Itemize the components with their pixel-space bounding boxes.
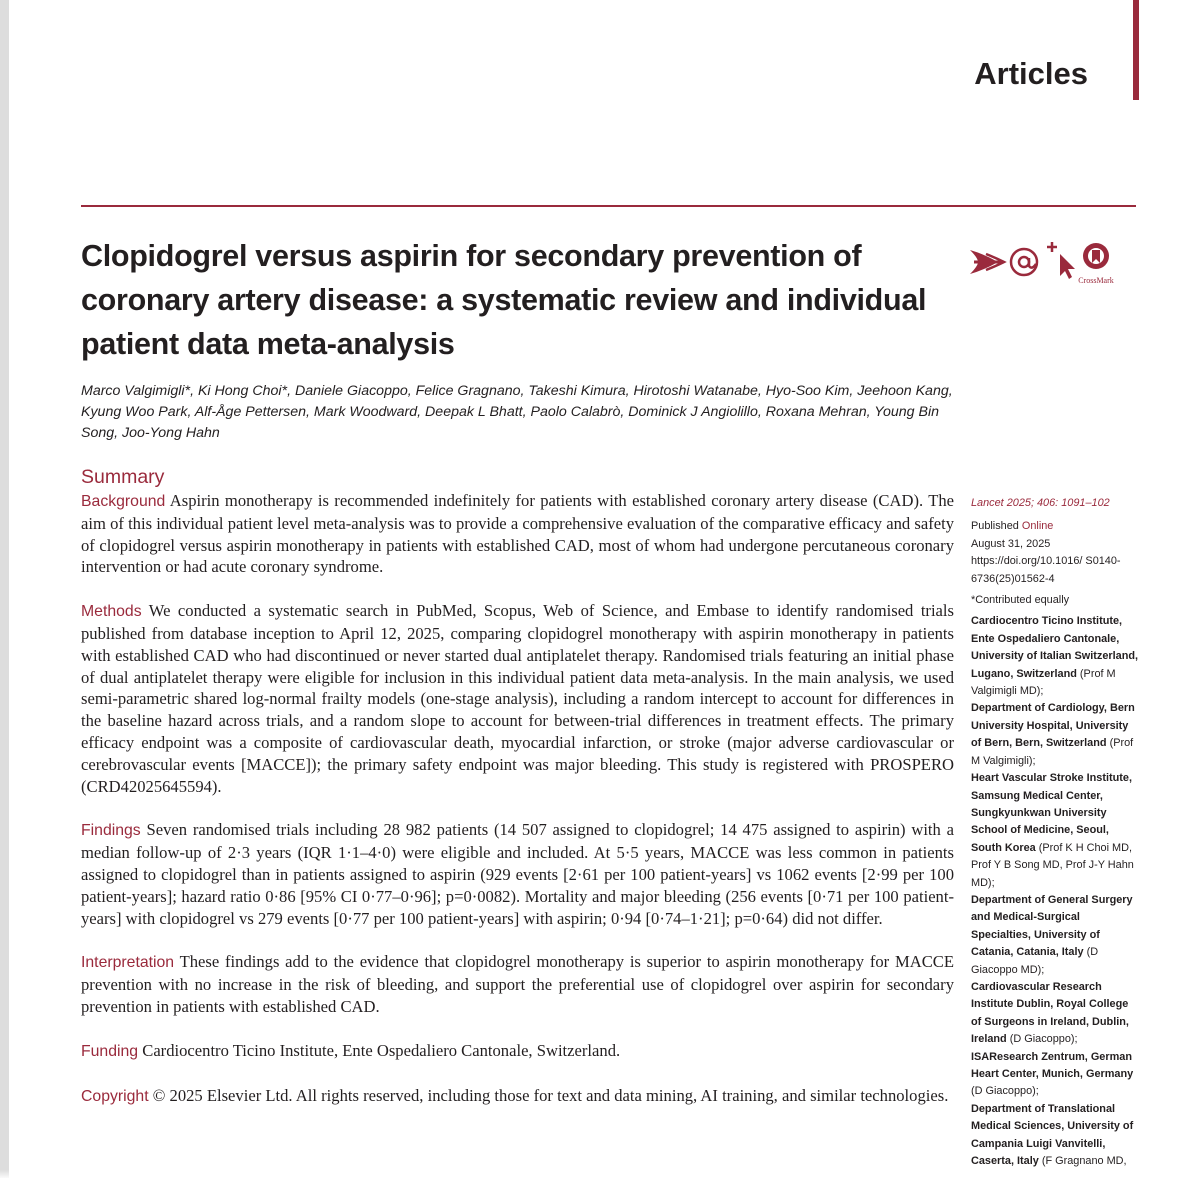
abstract-funding (81, 1040, 954, 1063)
journal-accent-bar (1133, 0, 1139, 100)
cursor-plus-icon[interactable] (1047, 242, 1075, 279)
section-text-interpretation: These findings add to the evidence that clopidogrel monotherapy is superior to aspirin monotherapy for MACCE prevention with no increase in the risk of bleeding, and support the preferential use of clopidogrel over aspirin for secondary prevention in patients with established CAD. (81, 952, 954, 1016)
affiliation-authors: (F Gragnano MD, (1041, 1155, 1127, 1168)
header-divider (81, 205, 1136, 207)
affiliation-entry (971, 700, 1141, 770)
section-text-methods: We conducted a systematic search in PubMed, Scopus, Web of Science, and Embase to identify randomised trials published from database inception to April 12, 2025, comparing clopidogrel monotherapy with aspirin monotherapy in patients with established CAD who had discontinued or never started dual antiplatelet therapy. Randomised trials featuring an initial phase of dual antiplatelet therapy were eligible for inclusion in this individual patient data meta-analysis. In the main analysis, we used semi-parametric shared log-normal frailty models (one-stage analysis), including a random intercept to account for differences in the baseline hazard across trials, and a random slope to account for between-trial differences in treatment effects. The primary efficacy endpoint was a composite of cardiovascular death, myocardial infarction, or stroke (major adverse cardiovascular or cerebrovascular events [MACCE]); the primary safety endpoint was major bleeding. This study is registered with PROSPERO (CRD42025645594). (81, 601, 954, 796)
affiliation-list (971, 613, 1141, 1170)
published-date: August 31, 2025 (971, 537, 1051, 550)
publication-info (971, 518, 1141, 588)
affiliation-institution: Cardiovascular Research Institute Dublin, Royal College of Surgeons in Ireland, Dublin, Ireland (971, 980, 1129, 1046)
affiliation-entry (971, 770, 1141, 892)
affiliation-entry (971, 892, 1141, 979)
section-label-background: Background (81, 493, 166, 510)
section-label: Articles (974, 56, 1088, 91)
section-label-interpretation: Interpretation (81, 954, 175, 972)
affiliation-authors: (D Giacoppo); (1009, 1033, 1078, 1046)
article-sidebar (971, 495, 1141, 1170)
abstract-background (81, 490, 954, 578)
published-online-link[interactable]: Online (1021, 520, 1054, 533)
article-icons (968, 236, 1128, 288)
abstract-interpretation (81, 951, 954, 1017)
citation: Lancet 2025; 406: 1091–102 (971, 497, 1110, 509)
published-prefix: Published (971, 520, 1019, 533)
abstract-copyright (81, 1085, 954, 1108)
section-text-copyright: © 2025 Elsevier Ltd. All rights reserved, including those for text and data mining, AI training, and similar technologies. (152, 1085, 949, 1105)
page-bottom-fade (0, 1170, 1200, 1178)
affiliation-entry (971, 613, 1141, 700)
crossmark-icon[interactable] (1078, 243, 1114, 285)
contributed-note: *Contributed equally (971, 594, 1070, 607)
section-label-copyright: Copyright (81, 1087, 149, 1105)
affiliation-authors: (D Giacoppo); (971, 1085, 1039, 1098)
affiliation-authors: (Prof K H Choi MD, Prof Y B Song MD, Prof J-Y Hahn MD); (971, 841, 1134, 889)
affiliation-institution: ISAResearch Zentrum, German Heart Center, Munich, Germany (971, 1050, 1134, 1080)
summary-heading: Summary (81, 466, 165, 488)
affiliation-institution: Department of General Surgery and Medical-Surgical Specialties, University of Catania, Catania, Italy (971, 893, 1133, 959)
lancet-logo-icon[interactable] (970, 250, 1004, 274)
article-title: Clopidogrel versus aspirin for secondary prevention of coronary artery disease: a systematic review and individual patient data meta-analysis (81, 239, 927, 361)
crossmark-caption: CrossMark (1078, 276, 1114, 285)
abstract-methods (81, 600, 954, 797)
section-text-funding: Cardiocentro Ticino Institute, Ente Ospedaliero Cantonale, Switzerland. (142, 1040, 621, 1060)
affiliation-institution: Cardiocentro Ticino Institute, Ente Ospedaliero Cantonale, University of Italian Switzerland, Lugano, Switzerland (971, 615, 1139, 680)
affiliation-entry (971, 1101, 1141, 1171)
abstract-body (81, 490, 954, 1129)
abstract-findings (81, 819, 954, 929)
section-label-methods: Methods (81, 603, 142, 621)
affiliation-institution: Heart Vascular Stroke Institute, Samsung Medical Center, Sungkyunkwan University School of Medicine, Seoul, South Korea (971, 772, 1132, 854)
section-label-findings: Findings (81, 822, 141, 840)
affiliation-entry (971, 979, 1141, 1049)
email-at-icon[interactable] (1011, 249, 1037, 275)
section-label-funding: Funding (81, 1042, 139, 1060)
affiliation-authors: (Prof M Valgimigli MD); (971, 667, 1116, 698)
doi-link[interactable]: https://doi.org/10.1016/ S0140-6736(25)01562-4 (971, 555, 1121, 585)
affiliation-authors: (Prof M Valgimigli); (971, 737, 1134, 767)
affiliation-authors: (D Giacoppo MD); (971, 946, 1099, 976)
section-text-background: Aspirin monotherapy is recommended indefinitely for patients with established coronary artery disease (CAD). The aim of this individual patient level meta-analysis was to provide a comprehensive evaluation of the comparative efficacy and safety of clopidogrel versus aspirin monotherapy in patients with established CAD, most of whom had undergone percutaneous coronary intervention or had acute coronary syndrome. (81, 491, 955, 577)
section-text-findings: Seven randomised trials including 28 982 patients (14 507 assigned to clopidogrel; 14 475 assigned to aspirin) with a median follow-up of 2·3 years (IQR 1·1–4·0) were eligible and included. At 5·5 years, MACCE was less common in patients assigned to clopidogrel than in patients assigned to aspirin (929 events [2·61 per 100 patient-years] vs 1062 events [2·99 per 100 patient-years]; hazard ratio 0·86 [95% CI 0·77–0·96]; p=0·0082). Mortality and major bleeding (256 events [0·71 per 100 patient-years] with clopidogrel vs 279 events [0·77 per 100 patient-years] with aspirin; 0·94 [0·74–1·21]; p=0·64) did not differ. (81, 820, 954, 928)
affiliation-institution: Department of Translational Medical Sciences, University of Campania Luigi Vanvitelli, Caserta, Italy (971, 1102, 1134, 1168)
affiliation-institution: Department of Cardiology, Bern University Hospital, University of Bern, Bern, Switzerland (971, 702, 1135, 750)
author-list: Marco Valgimigli*, Ki Hong Choi*, Daniele Giacoppo, Felice Gragnano, Takeshi Kimura, Hirotoshi Watanabe, Hyo-Soo Kim, Jeehoon Kang, Kyung Woo Park, Alf-Åge Pettersen, Mark Woodward, Deepak L Bhatt, Paolo Calabrò, Dominick J Angiolillo, Roxana Mehran, Young Bin Song, Joo-Yong Hahn (81, 383, 953, 441)
page-left-edge (0, 0, 9, 1178)
affiliation-entry (971, 1049, 1141, 1101)
